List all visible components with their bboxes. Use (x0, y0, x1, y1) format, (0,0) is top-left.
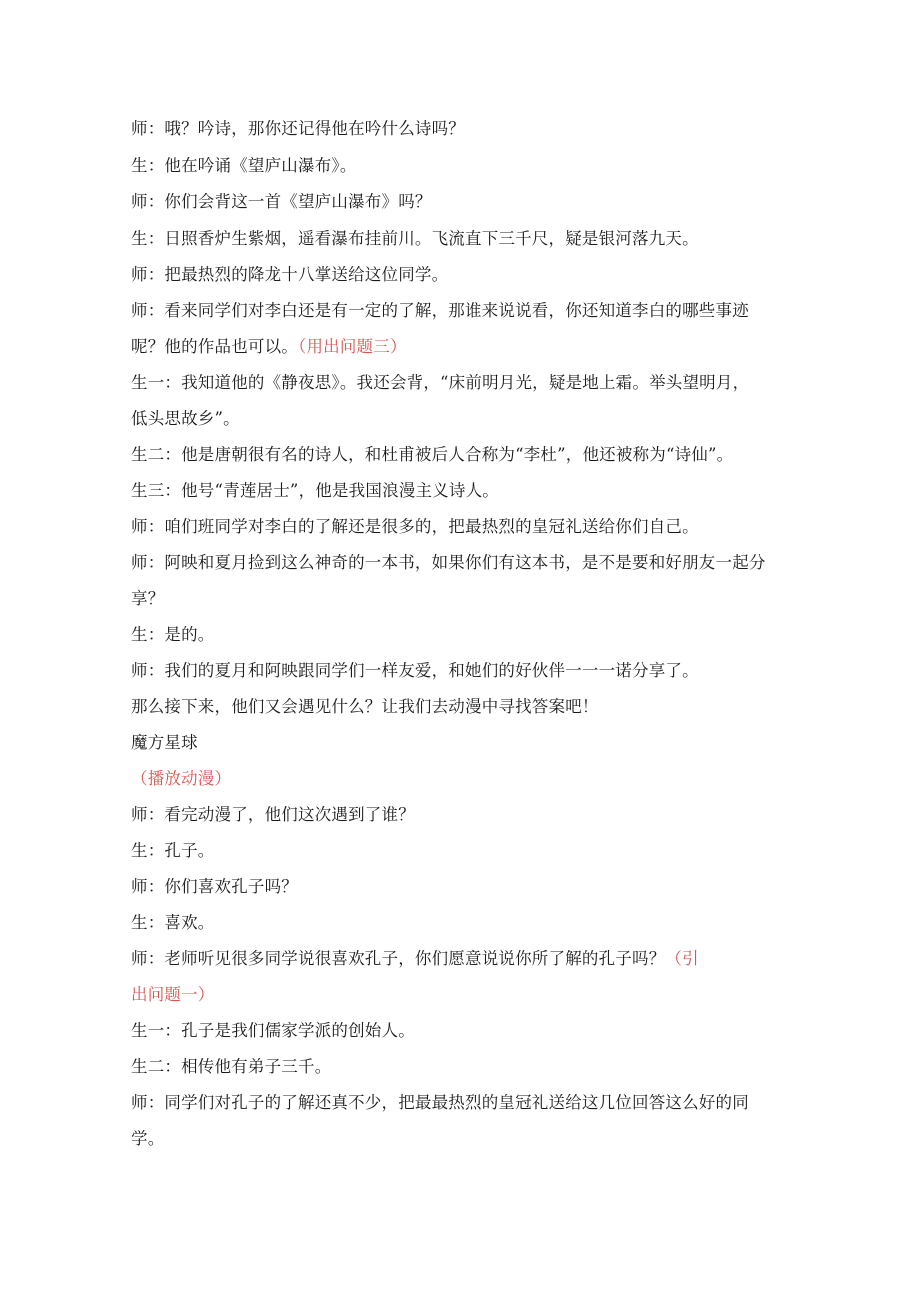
dialogue-line (131, 588, 791, 610)
dialogue-line (131, 624, 791, 646)
dialogue-line (131, 876, 791, 898)
dialogue-line (131, 552, 791, 574)
line-text: 那么接下来，他们又会遇见什么？让我们去动漫中寻找答案吧！ (131, 697, 599, 716)
dialogue-line (131, 228, 791, 250)
dialogue-line (131, 336, 791, 358)
teaching-note: 出问题一） (131, 985, 215, 1004)
dialogue-line (131, 264, 791, 286)
teaching-note: （引 (665, 949, 699, 968)
dialogue-line (131, 1056, 791, 1078)
line-text: 生：日照香炉生紫烟，遥看瀑布挂前川。飞流直下三千尺，疑是银河落九天。 (131, 229, 699, 248)
section-heading (131, 732, 791, 754)
dialogue-line (131, 768, 791, 790)
line-text: 学。 (131, 1129, 165, 1148)
line-text: 生一：我知道他的《静夜思》。我还会背，“床前明月光，疑是地上霜。举头望明月， (131, 373, 750, 392)
line-text: 魔方星球 (131, 733, 198, 752)
dialogue-line (131, 516, 791, 538)
dialogue-line (131, 948, 791, 970)
dialogue-line (131, 660, 791, 682)
line-text: 生二：他是唐朝很有名的诗人，和杜甫被后人合称为“李杜”，他还被称为“诗仙”。 (131, 445, 734, 464)
line-text: 生一：孔子是我们儒家学派的创始人。 (131, 1021, 415, 1040)
line-text: 低头思故乡”。 (131, 409, 240, 428)
line-text: 生：孔子。 (131, 841, 215, 860)
dialogue-line (131, 1020, 791, 1042)
line-text: 师：我们的夏月和阿映跟同学们一样友爱，和她们的好伙伴一一一诺分享了。 (131, 661, 699, 680)
dialogue-line (131, 912, 791, 934)
dialogue-line (131, 155, 791, 177)
dialogue-line (131, 696, 791, 718)
dialogue-line (131, 118, 791, 140)
line-text: 师：阿映和夏月捡到这么神奇的一本书，如果你们有这本书，是不是要和好朋友一起分 (131, 553, 766, 572)
line-text: 师：你们喜欢孔子吗？ (131, 877, 298, 896)
dialogue-line (131, 1128, 791, 1150)
line-text: 生：喜欢。 (131, 913, 215, 932)
line-text: 生三：他号“青莲居士”，他是我国浪漫主义诗人。 (131, 481, 499, 500)
dialogue-line (131, 444, 791, 466)
dialogue-line (131, 840, 791, 862)
teaching-note: （用出问题三） (298, 337, 407, 356)
line-text: 享？ (131, 589, 165, 608)
dialogue-line (131, 300, 791, 322)
dialogue-line (131, 408, 791, 430)
teaching-note: （播放动漫） (131, 769, 232, 788)
dialogue-line (131, 480, 791, 502)
line-text: 生二：相传他有弟子三千。 (131, 1057, 332, 1076)
dialogue-line (131, 1092, 791, 1114)
dialogue-line (131, 372, 791, 394)
line-text: 师：咱们班同学对李白的了解还是很多的，把最热烈的皇冠礼送给你们自己。 (131, 517, 699, 536)
line-text: 师：你们会背这一首《望庐山瀑布》吗？ (131, 192, 432, 211)
dialogue-line (131, 191, 791, 213)
line-text: 师：同学们对孔子的了解还真不少，把最最热烈的皇冠礼送给这几位回答这么好的同 (131, 1093, 749, 1112)
dialogue-line (131, 804, 791, 826)
line-text: 生：是的。 (131, 625, 215, 644)
line-text: 呢？他的作品也可以。 (131, 337, 298, 356)
dialogue-line (131, 984, 791, 1006)
line-text: 生：他在吟诵《望庐山瀑布》。 (131, 156, 357, 175)
line-text: 师：看来同学们对李白还是有一定的了解，那谁来说说看，你还知道李白的哪些事迹 (131, 301, 749, 320)
line-text: 师：看完动漫了，他们这次遇到了谁？ (131, 805, 415, 824)
line-text: 师：哦？吟诗，那你还记得他在吟什么诗吗？ (131, 119, 465, 138)
line-text: 师：老师听见很多同学说很喜欢孔子，你们愿意说说你所了解的孔子吗？ (131, 949, 666, 968)
line-text: 师：把最热烈的降龙十八掌送给这位同学。 (131, 265, 449, 284)
